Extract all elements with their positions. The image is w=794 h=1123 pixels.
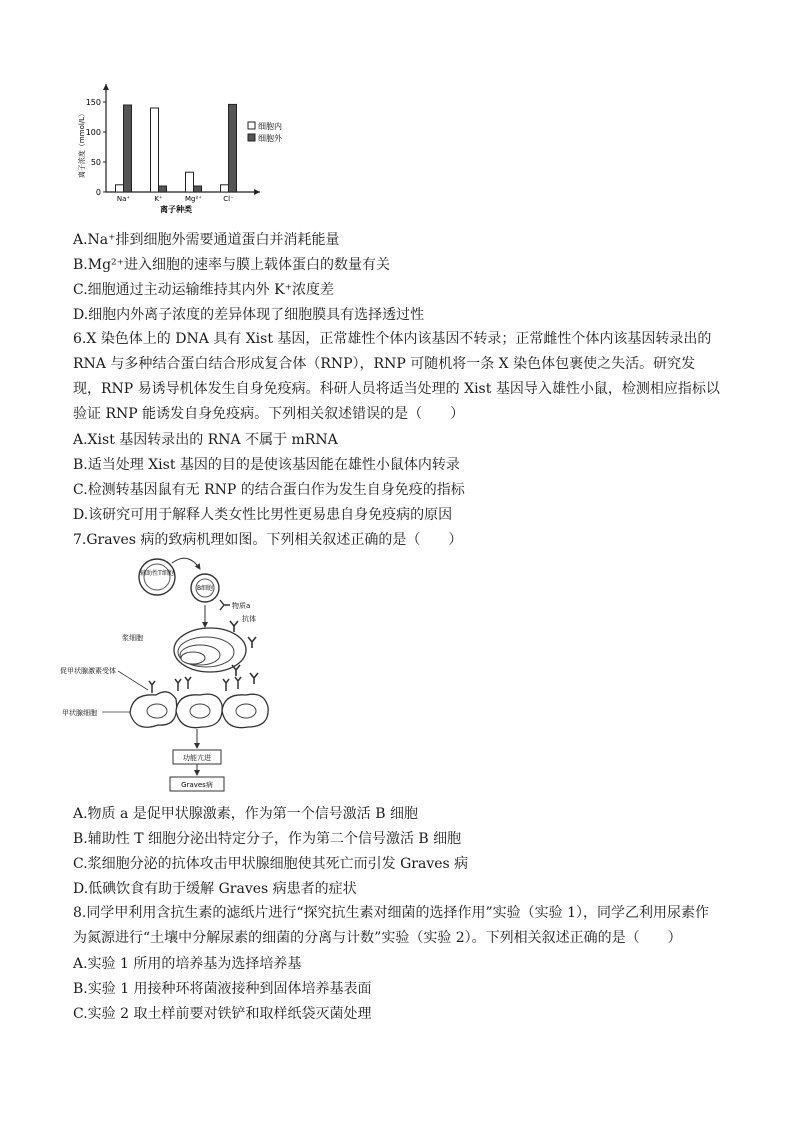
bar bbox=[159, 186, 167, 192]
legend-label: 细胞内 bbox=[258, 122, 282, 131]
q7-option-d: D.低碘饮食有助于缓解 Graves 病患者的症状 bbox=[73, 881, 357, 897]
q6-option-d: D.该研究可用于解释人类女性比男性更易患自身免疫病的原因 bbox=[73, 507, 453, 523]
bar bbox=[194, 186, 202, 192]
bar bbox=[221, 185, 229, 192]
y-axis-arrow bbox=[103, 84, 109, 90]
q7-stem: 7.Graves 病的致病机理如图。下列相关叙述正确的是（ ） bbox=[73, 532, 463, 548]
x-axis-arrow bbox=[254, 189, 260, 195]
legend-swatch bbox=[248, 134, 255, 141]
th-cell-label: 辅助性T细胞 bbox=[140, 570, 174, 577]
plasma-cell-label: 浆细胞 bbox=[122, 634, 143, 642]
y-tick-label: 100 bbox=[85, 128, 101, 137]
x-tick-label: Na⁺ bbox=[116, 195, 131, 203]
legend-swatch bbox=[248, 122, 255, 129]
q8-option-c: C.实验 2 取土样前要对铁铲和取样纸袋灭菌处理 bbox=[73, 1006, 372, 1022]
bar bbox=[186, 172, 194, 192]
helper-t-cell bbox=[139, 559, 175, 595]
bar bbox=[124, 105, 132, 192]
y-tick-label: 0 bbox=[95, 188, 101, 197]
substance-a bbox=[220, 600, 250, 610]
q6-option-a: A.Xist 基因转录出的 RNA 不属于 mRNA bbox=[73, 432, 338, 448]
b-cell bbox=[191, 574, 219, 602]
q6-option-b: B.适当处理 Xist 基因的目的是使该基因能在雄性小鼠体内转录 bbox=[73, 457, 460, 473]
graves-mechanism-diagram bbox=[60, 555, 290, 795]
x-tick-label: Mg²⁺ bbox=[185, 195, 202, 203]
thyroid-cells bbox=[130, 692, 268, 728]
q8-option-b: B.实验 1 用接种环将菌液接种到固体培养基表面 bbox=[73, 981, 372, 997]
q7-option-a: A.物质 a 是促甲状腺激素，作为第一个信号激活 B 细胞 bbox=[73, 806, 418, 822]
receptor-label: 促甲状腺激素受体 bbox=[60, 667, 116, 675]
q7-option-b: B.辅助性 T 细胞分泌出特定分子，作为第二个信号激活 B 细胞 bbox=[73, 831, 462, 847]
thyroid-cell-label: 甲状腺细胞 bbox=[62, 709, 97, 717]
y-tick-label: 50 bbox=[90, 158, 101, 167]
q8-stem: 8.同学甲利用含抗生素的滤纸片进行“探究抗生素对细菌的选择作用”实验（实验 1），同学乙利用尿素作为氮源进行“土壤中分解尿素的细菌的分离与计数”实验（实验 2）。下列相关叙述正确的是（ ） bbox=[73, 905, 710, 946]
bar bbox=[151, 108, 159, 192]
b-cell-label: B细胞 bbox=[196, 585, 214, 592]
x-tick-label: Cl⁻ bbox=[223, 195, 234, 203]
q6-stem: 6.X 染色体上的 DNA 具有 Xist 基因，正常雄性个体内该基因不转录；正常雌性个体内该基因转录出的 RNA 与多种结合蛋白结合形成复合体（RNP），RNP 可随机将一条 X 染色体包裹使之失活。研究发现，RNP 易诱导机体发生自身免疫病。科研人员将适当处理的 Xist 基因导入雄性小鼠，检测相应指标以验证 RNP 能诱发自身免疫病。下列相关叙述错误的是（ ） bbox=[73, 331, 720, 422]
antibody-label: 抗体 bbox=[242, 615, 256, 623]
substance-a-label: 物质a bbox=[232, 602, 251, 610]
q8-option-a: A.实验 1 所用的培养基为选择培养基 bbox=[73, 956, 302, 972]
bar bbox=[116, 185, 124, 192]
receptor-pointer bbox=[118, 671, 148, 690]
y-axis-label: 离子浓度（mmol/L） bbox=[78, 109, 86, 179]
q6-option-c: C.检测转基因鼠有无 RNP 的结合蛋白作为发生自身免疫的指标 bbox=[73, 482, 465, 498]
ion-concentration-chart bbox=[72, 70, 312, 220]
q5-option-c: C.细胞通过主动运输维持其内外 K⁺浓度差 bbox=[73, 282, 334, 298]
tsh-receptors bbox=[149, 677, 241, 693]
q5-option-a: A.Na⁺排到细胞外需要通道蛋白并消耗能量 bbox=[73, 232, 340, 248]
signal-arrow bbox=[172, 558, 200, 569]
q5-option-b: B.Mg²⁺进入细胞的速率与膜上载体蛋白的数量有关 bbox=[73, 257, 391, 273]
plasma-cell bbox=[122, 628, 246, 672]
q7-option-c: C.浆细胞分泌的抗体攻击甲状腺细胞使其死亡而引发 Graves 病 bbox=[73, 856, 469, 872]
legend-label: 细胞外 bbox=[258, 134, 282, 143]
q5-option-d: D.细胞内外离子浓度的差异体现了细胞膜具有选择透过性 bbox=[73, 307, 425, 323]
y-tick-label: 150 bbox=[85, 98, 101, 107]
x-axis-label: 离子种类 bbox=[160, 205, 192, 214]
bar bbox=[229, 104, 237, 192]
x-tick-label: K⁺ bbox=[154, 195, 163, 203]
graves-label: Graves病 bbox=[181, 781, 213, 789]
hyperfunction-label: 功能亢进 bbox=[183, 754, 211, 762]
